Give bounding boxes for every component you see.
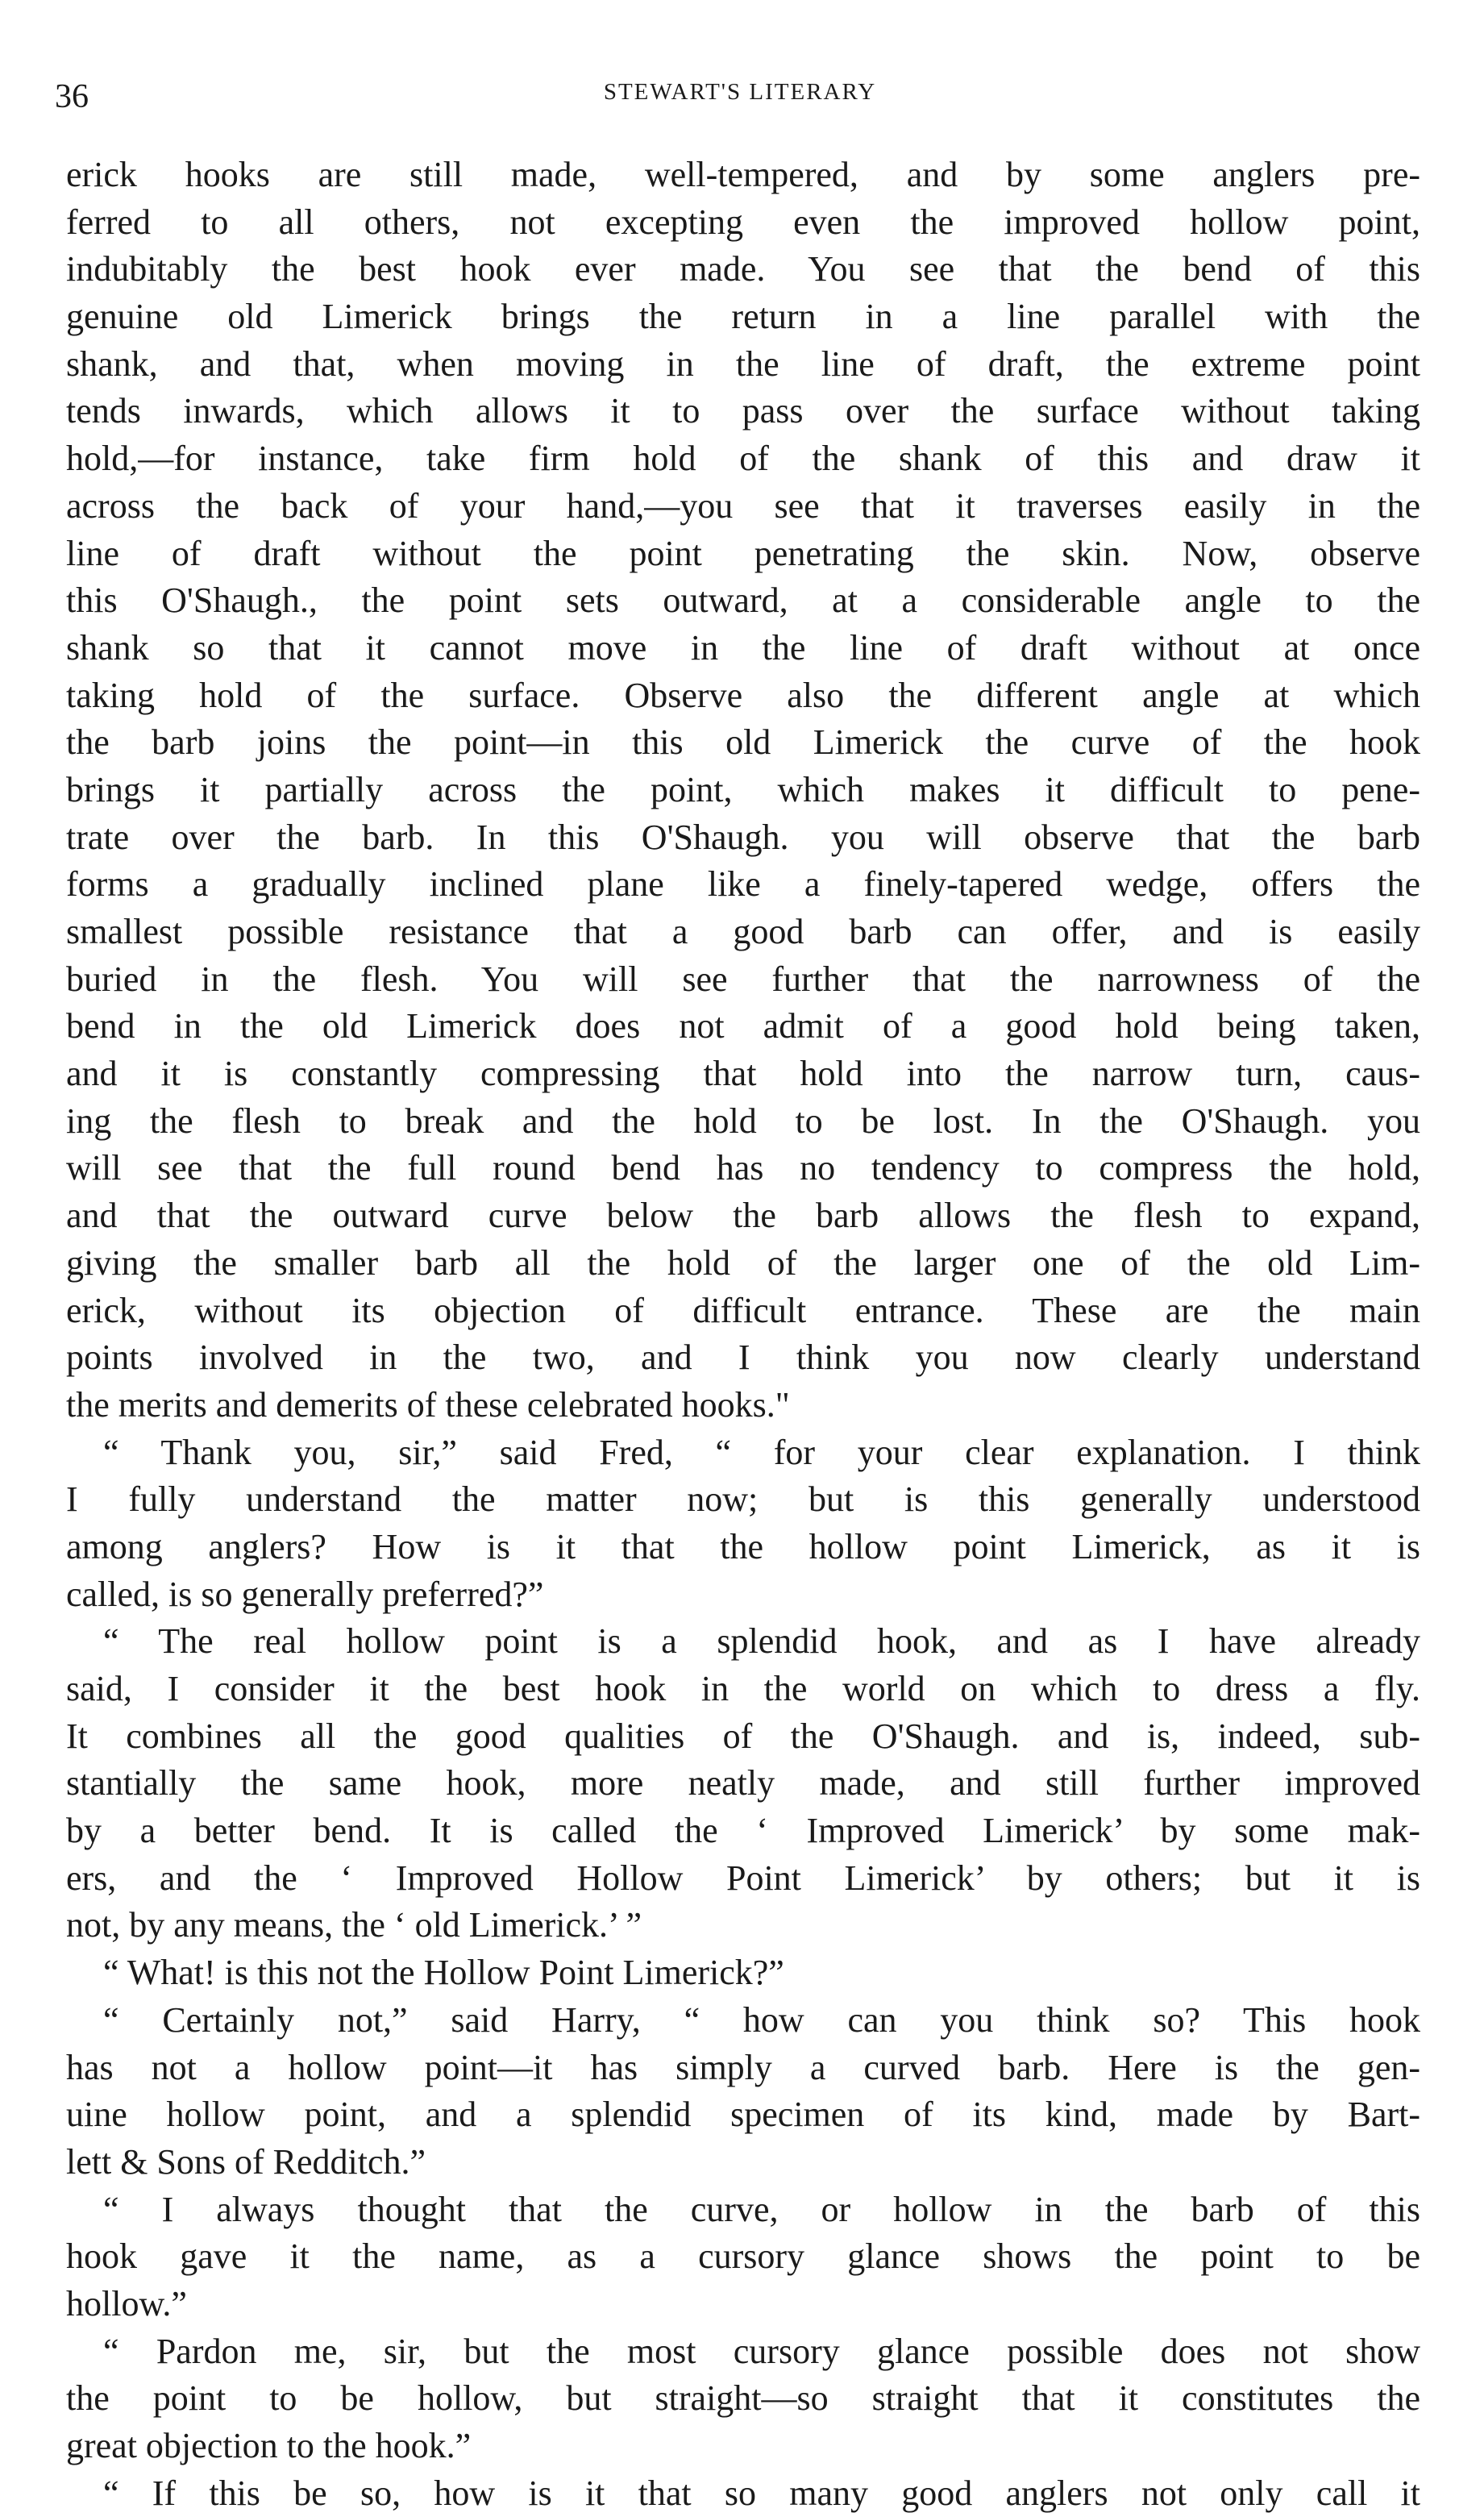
text-line: hollow.” xyxy=(66,2283,187,2324)
text-line: “ The real hollow point is a splendid hook, and as I have already xyxy=(103,1621,1420,1662)
text-line: line of draft without the point penetrating the skin. Now, observe xyxy=(66,533,1420,573)
text-line: and it is constantly compressing that hold into the narrow turn, caus- xyxy=(66,1054,1420,1094)
text-line: hold,—for instance, take firm hold of the shank of this and draw it xyxy=(66,439,1420,479)
text-line: bend in the old Limerick does not admit of a good hold being taken, xyxy=(66,1006,1420,1046)
text-line: smallest possible resistance that a good barb can offer, and is easily xyxy=(66,912,1420,951)
text-line: shank, and that, when moving in the line of draft, the extreme point xyxy=(66,343,1420,384)
text-line: this O'Shaugh., the point sets outward, at a considerable angle to the xyxy=(66,580,1420,621)
text-line: across the back of your hand,—you see that it traverses easily in the xyxy=(66,485,1420,526)
text-line: will see that the full round bend has no tendency to compress the hold, xyxy=(66,1148,1420,1188)
text-line: stantially the same hook, more neatly made, and still further improved xyxy=(66,1763,1420,1804)
text-line: “ Thank you, sir,” said Fred, “ for your clear explanation. I think xyxy=(103,1432,1420,1472)
text-line: has not a hollow point—it has simply a curved barb. Here is the gen- xyxy=(66,2047,1420,2087)
text-line: ers, and the ‘ Improved Hollow Point Limerick’ by others; but it is xyxy=(66,1858,1420,1898)
text-line: indubitably the best hook ever made. You see that the bend of this xyxy=(66,249,1420,289)
page-number: 36 xyxy=(55,78,89,115)
text-line: not, by any means, the ‘ old Limerick.’ ” xyxy=(66,1905,642,1945)
text-line: ing the flesh to break and the hold to be lost. In the O'Shaugh. you xyxy=(66,1100,1420,1141)
text-line: the merits and demerits of these celebrated hooks." xyxy=(66,1384,790,1425)
page-header xyxy=(55,74,1425,123)
text-line: trate over the barb. In this O'Shaugh. you will observe that the barb xyxy=(66,817,1420,857)
text-line: lett & Sons of Redditch.” xyxy=(66,2141,426,2182)
text-line: the point to be hollow, but straight—so straight that it constitutes the xyxy=(66,2378,1420,2419)
text-line: “ If this be so, how is it that so many good anglers not only call it xyxy=(103,2473,1420,2513)
text-line: the barb joins the point—in this old Limerick the curve of the hook xyxy=(66,722,1420,763)
text-line: brings it partially across the point, which makes it difficult to pene- xyxy=(66,769,1420,809)
text-line: and that the outward curve below the barb allows the flesh to expand, xyxy=(66,1196,1420,1236)
text-line: uine hollow point, and a splendid specimen of its kind, made by Bart- xyxy=(66,2095,1420,2135)
text-line: “ I always thought that the curve, or hollow in the barb of this xyxy=(103,2189,1420,2229)
text-line: ferred to all others, not excepting even the improved hollow point, xyxy=(66,202,1420,242)
text-line: giving the smaller barb all the hold of the larger one of the old Lim- xyxy=(66,1242,1420,1283)
text-line: genuine old Limerick brings the return in a line parallel with the xyxy=(66,297,1420,337)
text-line: tends inwards, which allows it to pass over the surface without taking xyxy=(66,391,1420,431)
text-line: taking hold of the surface. Observe also the different angle at which xyxy=(66,675,1420,715)
text-line: “ Pardon me, sir, but the most cursory glance possible does not show xyxy=(103,2331,1420,2371)
text-line: erick, without its objection of difficult entrance. These are the main xyxy=(66,1290,1420,1330)
text-line: among anglers? How is it that the hollow point Limerick, as it is xyxy=(66,1526,1420,1566)
text-line: erick hooks are still made, well-tempered, and by some anglers pre- xyxy=(66,155,1420,194)
text-line: I fully understand the matter now; but is this generally understood xyxy=(66,1479,1420,1520)
text-line: by a better bend. It is called the ‘ Improved Limerick’ by some mak- xyxy=(66,1811,1420,1851)
text-line: buried in the flesh. You will see further that the narrowness of the xyxy=(66,959,1420,999)
text-line: It combines all the good qualities of the O'Shaugh. and is, indeed, sub- xyxy=(66,1716,1420,1756)
text-line: hook gave it the name, as a cursory glance shows the point to be xyxy=(66,2236,1420,2277)
text-line: forms a gradually inclined plane like a finely-tapered wedge, offers the xyxy=(66,864,1420,905)
text-line: called, is so generally preferred?” xyxy=(66,1574,544,1614)
body-text xyxy=(66,152,1420,2517)
running-head: STEWART'S LITERARY xyxy=(603,79,877,105)
text-line: shank so that it cannot move in the line of draft without at once xyxy=(66,627,1420,668)
text-line: “ Certainly not,” said Harry, “ how can you think so? This hook xyxy=(103,1999,1420,2040)
text-line: great objection to the hook.” xyxy=(66,2426,472,2465)
text-line: “ What! is this not the Hollow Point Limerick?” xyxy=(103,1953,784,1993)
text-line: points involved in the two, and I think you now clearly understand xyxy=(66,1338,1420,1378)
text-line: said, I consider it the best hook in the world on which to dress a fly. xyxy=(66,1669,1420,1708)
